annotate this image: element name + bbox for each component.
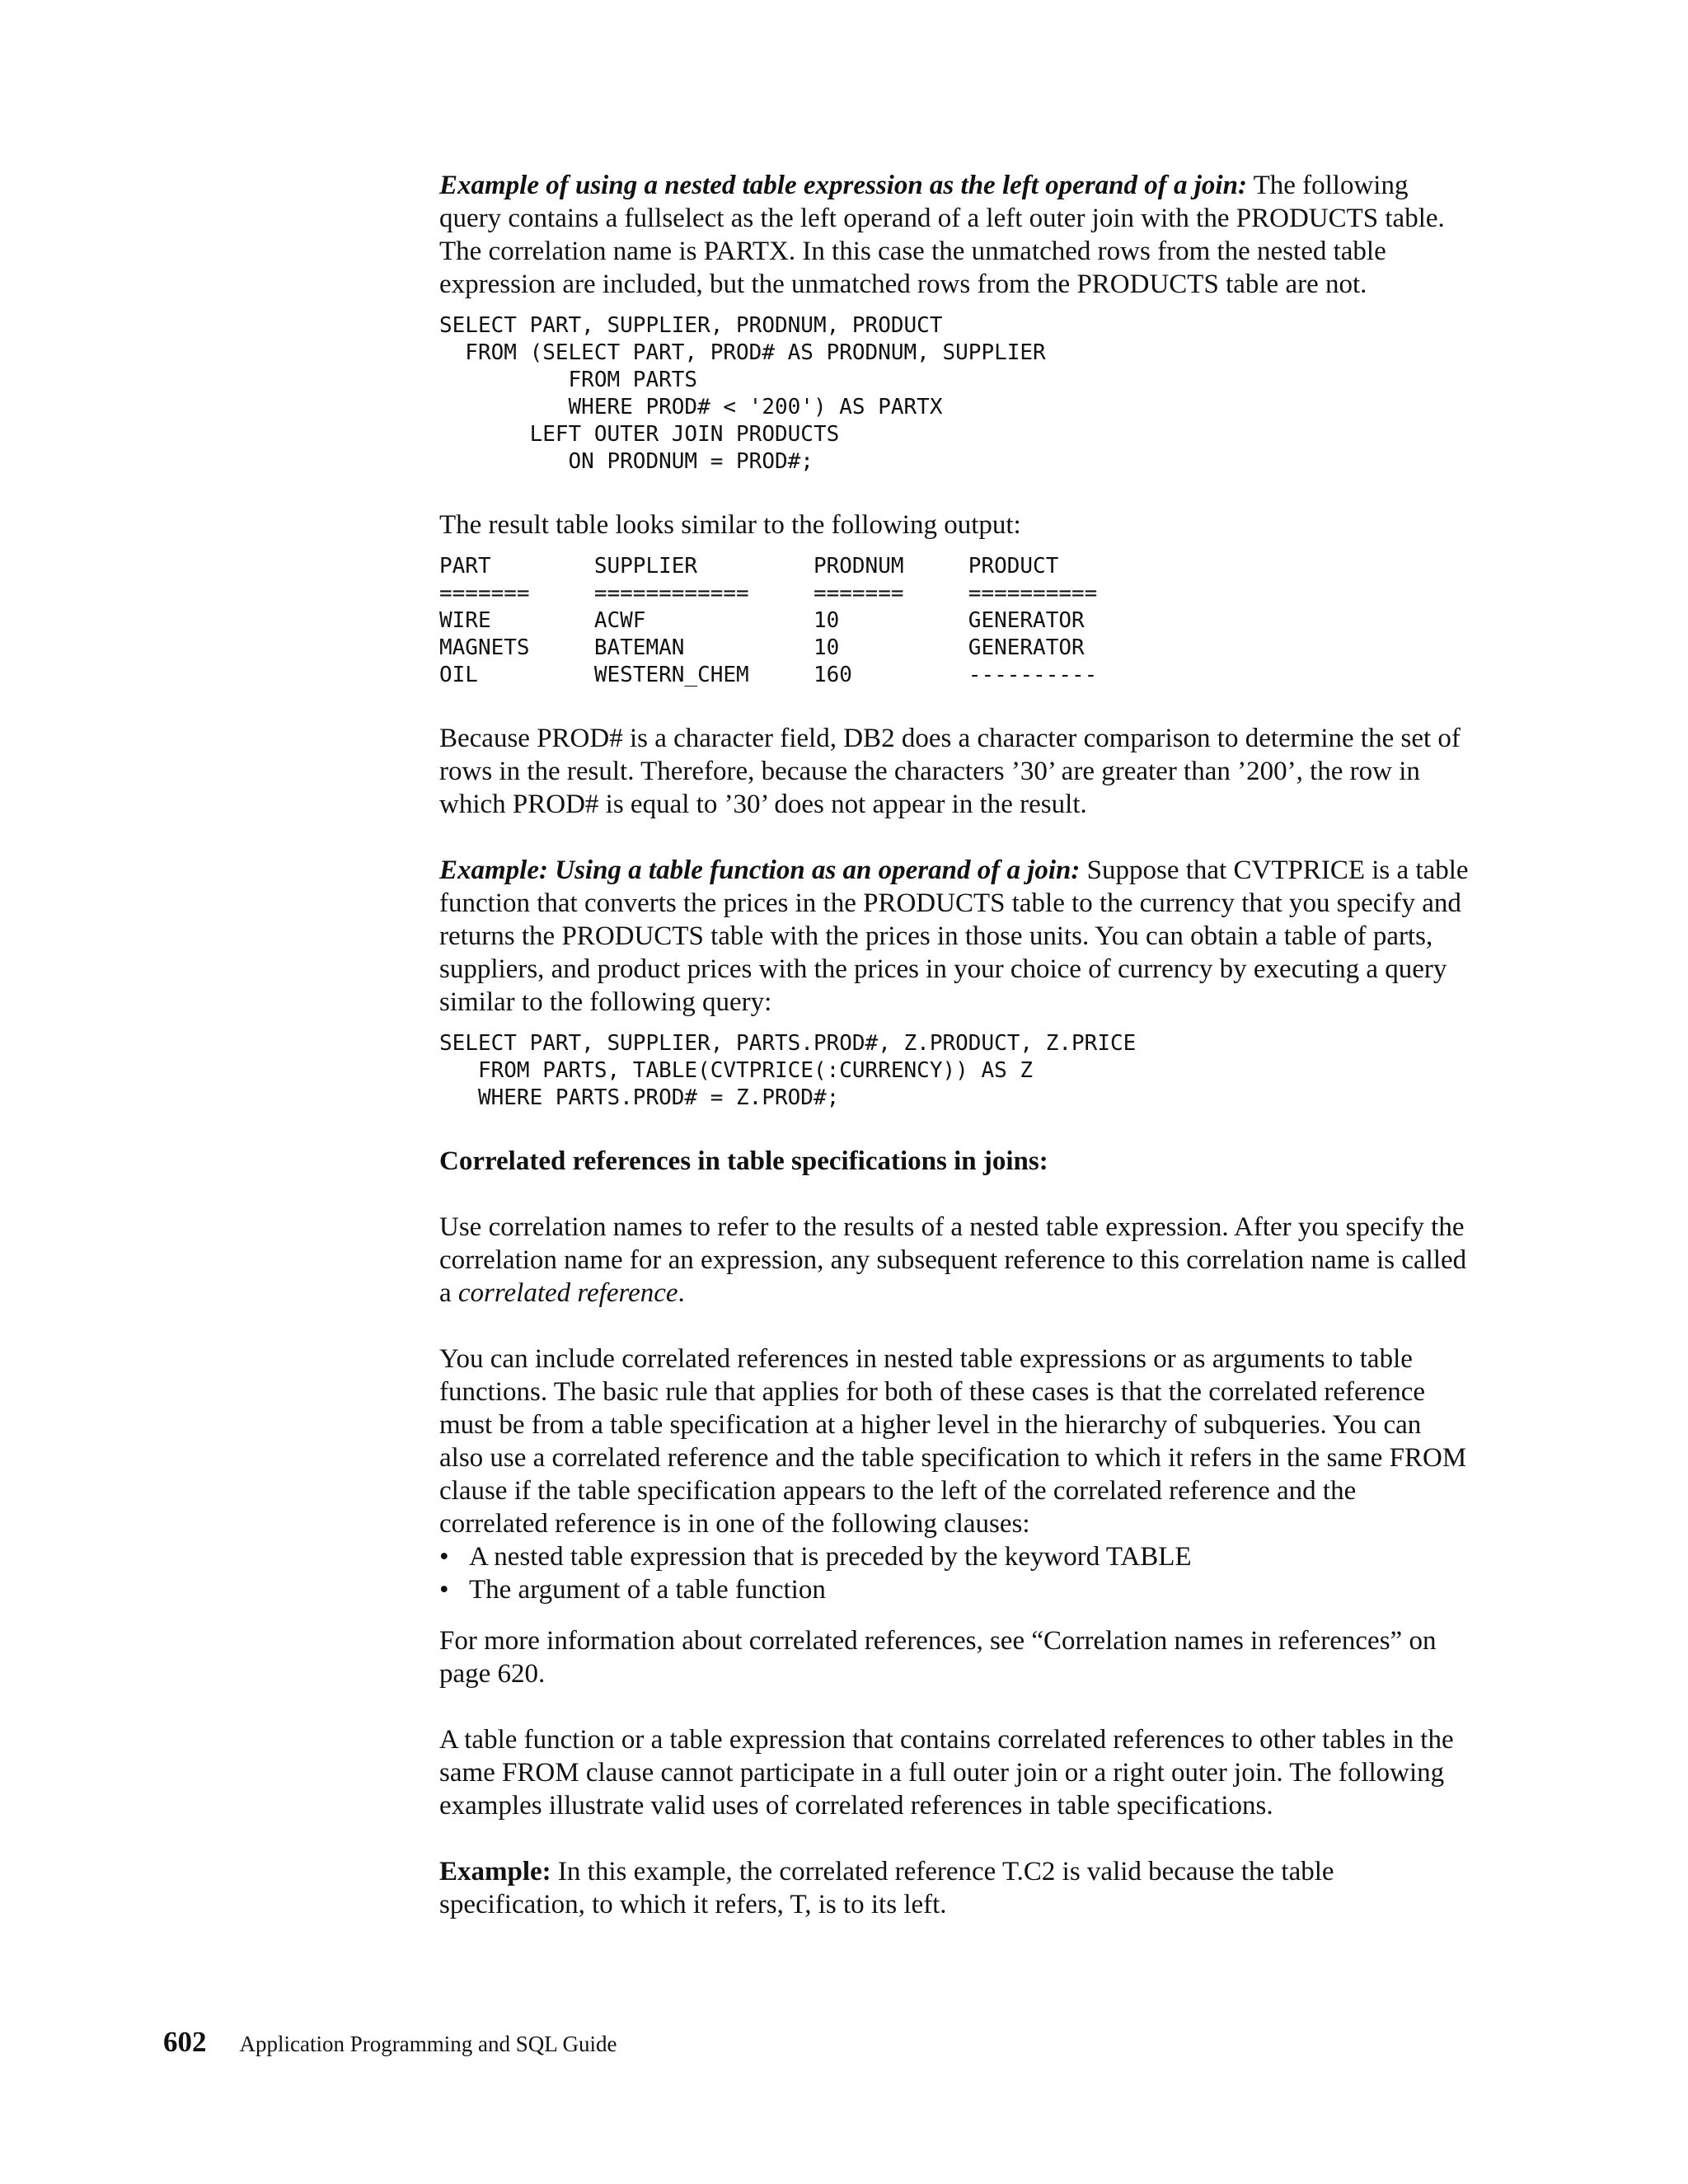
nested-table-example-paragraph bbox=[439, 169, 1470, 301]
correlation-names-paragraph bbox=[439, 1211, 1470, 1310]
correlation-names-text-after: . bbox=[678, 1278, 685, 1308]
bullet-glyph: • bbox=[439, 1575, 449, 1605]
result-table-output: PART SUPPLIER PRODNUM PRODUCT ======= ============ ======= ========== WIRE ACWF 10 GENERATOR MAGNETS BATEMAN 10 GENERATOR OIL WESTERN_CHEM 160 ---------- bbox=[439, 554, 1098, 687]
more-information-paragraph: For more information about correlated references, see “Correlation names in references” on page 620. bbox=[439, 1626, 1437, 1689]
correlated-reference-term: correlated reference bbox=[457, 1278, 678, 1308]
bullet-glyph: • bbox=[439, 1542, 449, 1572]
list-item-text: The argument of a table function bbox=[469, 1575, 826, 1605]
table-function-example-text: Suppose that CVTPRICE is a table function that converts the prices in the PRODUCTS table to the currency that you specify and returns the PRODUCTS table with the prices in those units. You can obtain a table of parts, suppliers, and product prices with the prices in your choice of currency by executing a query similar to the following query: bbox=[439, 855, 1469, 1017]
page-footer bbox=[163, 2026, 617, 2059]
nested-table-query-code: SELECT PART, SUPPLIER, PRODNUM, PRODUCT FROM (SELECT PART, PROD# AS PRODNUM, SUPPLIER FROM PARTS WHERE PROD# < '200') AS PARTX LEFT OUTER JOIN PRODUCTS ON PRODNUM = PROD#; bbox=[439, 313, 1046, 474]
table-function-example-lead: Example: Using a table function as an operand of a join: bbox=[439, 855, 1081, 885]
outer-join-restriction-paragraph: A table function or a table expression that contains correlated references to other tables in the same FROM clause cannot participate in a full outer join or a right outer join. The following examples illustrate valid uses of correlated references in table specifications. bbox=[439, 1725, 1454, 1821]
clause-bullet-list bbox=[439, 1540, 1470, 1606]
result-intro-text: The result table looks similar to the following output: bbox=[439, 510, 1021, 540]
valid-correlated-reference-example bbox=[439, 1855, 1470, 1921]
correlation-names-text-before: Use correlation names to refer to the results of a nested table expression. After you specify the correlation name for an expression, any subsequent reference to this correlation name is called a bbox=[439, 1212, 1467, 1308]
page-number: 602 bbox=[163, 2026, 207, 2058]
list-item bbox=[439, 1573, 1470, 1606]
list-item-text: A nested table expression that is preceded by the keyword TABLE bbox=[469, 1542, 1192, 1572]
nested-table-example-lead: Example of using a nested table expression as the left operand of a join: bbox=[439, 171, 1247, 200]
list-item bbox=[439, 1540, 1470, 1573]
book-title: Application Programming and SQL Guide bbox=[239, 2032, 617, 2056]
table-function-example-paragraph bbox=[439, 854, 1470, 1019]
table-function-query-code: SELECT PART, SUPPLIER, PARTS.PROD#, Z.PRODUCT, Z.PRICE FROM PARTS, TABLE(CVTPRICE(:CURRENCY)) AS Z WHERE PARTS.PROD# = Z.PROD#; bbox=[439, 1031, 1137, 1110]
example-label: Example: bbox=[439, 1857, 551, 1886]
character-comparison-paragraph: Because PROD# is a character field, DB2 does a character comparison to determine the set of rows in the result. Therefore, because the characters ’30’ are greater than ’200’, the row in which PROD# is equal to ’30’ does not appear in the result. bbox=[439, 724, 1461, 819]
example-text: In this example, the correlated reference T.C2 is valid because the table specification, to which it refers, T, is to its left. bbox=[439, 1857, 1334, 1919]
page-content bbox=[439, 169, 1470, 1921]
correlated-rules-paragraph: You can include correlated references in nested table expressions or as arguments to table functions. The basic rule that applies for both of these cases is that the correlated reference must be from a table specification at a higher level in the hierarchy of subqueries. You can also use a correlated reference and the table specification to which it refers in the same FROM clause if the table specification appears to the left of the correlated reference and the correlated reference is in one of the following clauses: bbox=[439, 1344, 1467, 1539]
correlated-references-heading: Correlated references in table specifications in joins: bbox=[439, 1146, 1048, 1176]
nested-table-example-text: The following query contains a fullselect as the left operand of a left outer join with the PRODUCTS table. The correlation name is PARTX. In this case the unmatched rows from the nested table expression are included, but the unmatched rows from the PRODUCTS table are not. bbox=[439, 171, 1445, 299]
